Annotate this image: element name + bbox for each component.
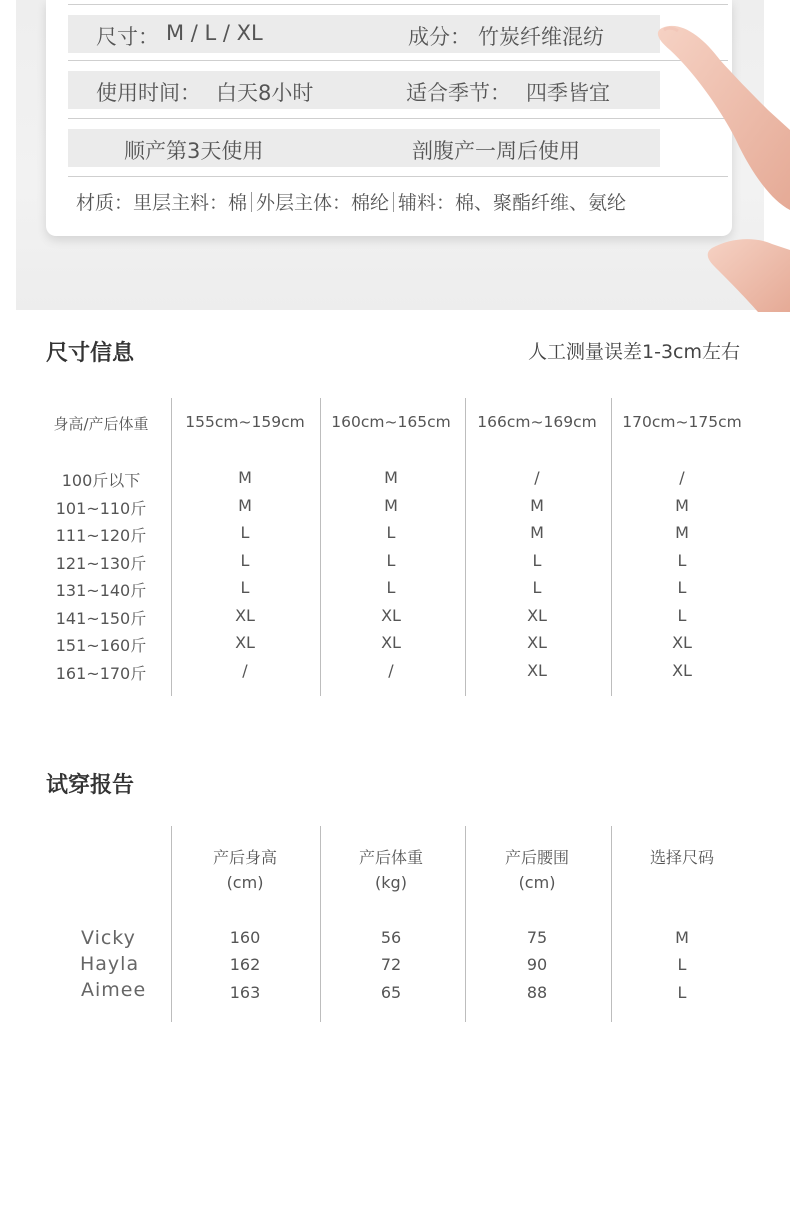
size-info-title: 尺寸信息 (46, 341, 135, 366)
weight-range-label: 141~150斤 (55, 608, 147, 628)
tester-name: Aimee (81, 979, 147, 1001)
weight-range-label: 161~170斤 (55, 663, 147, 683)
size-label: 尺寸： (96, 25, 159, 49)
material-value: 竹炭纤维混纺 (478, 25, 604, 49)
trial-column-unit: (cm) (518, 873, 556, 892)
size-cell: XL (672, 660, 692, 680)
size-cell: L (240, 578, 250, 597)
size-cell: M (530, 523, 544, 542)
trial-value-cell: 90 (526, 955, 548, 974)
size-cell: XL (527, 633, 547, 652)
size-cell: L (677, 578, 687, 597)
season-value: 四季皆宜 (526, 81, 610, 105)
tester-name: Hayla (80, 953, 140, 975)
trial-value-cell: 160 (229, 928, 261, 947)
trial-value-cell: 72 (380, 955, 402, 974)
divider (68, 118, 728, 119)
size-cell: L (677, 550, 687, 570)
size-cell: XL (235, 605, 255, 625)
size-cell: M (530, 495, 544, 515)
weight-range-label: 121~130斤 (55, 553, 147, 573)
size-cell: M (238, 495, 252, 515)
divider (68, 4, 728, 5)
trial-value-cell: 163 (229, 983, 261, 1002)
size-cell: XL (381, 633, 401, 652)
tester-name: Vicky (81, 927, 136, 949)
size-cell: XL (672, 633, 692, 652)
size-cell: XL (527, 605, 547, 625)
size-cell: / (679, 468, 685, 487)
weight-range-label: 101~110斤 (55, 498, 147, 518)
column-divider (465, 826, 466, 1022)
trial-column-header: 产后腰围 (504, 848, 569, 867)
size-cell: L (386, 550, 396, 570)
weight-range-label: 100斤以下 (61, 471, 141, 490)
trial-column-header: 产后身高 (212, 848, 277, 867)
trial-value-cell: 65 (380, 983, 402, 1002)
size-cell: L (240, 523, 250, 542)
trial-report-title: 试穿报告 (46, 773, 135, 798)
season-label: 适合季节： (406, 81, 511, 105)
size-cell: M (238, 468, 252, 487)
trial-value-cell: 75 (526, 928, 548, 947)
size-cell: L (386, 578, 396, 597)
size-cell: / (534, 468, 540, 487)
column-divider (171, 398, 172, 696)
trial-column-header: 选择尺码 (649, 848, 714, 867)
size-cell: L (532, 550, 542, 570)
height-column-header: 160cm~165cm (331, 413, 451, 431)
size-cell: M (675, 495, 689, 515)
duration-label: 使用时间： (96, 81, 201, 105)
size-cell: L (532, 578, 542, 597)
divider (68, 176, 728, 177)
size-cell: XL (235, 633, 255, 652)
trial-value-cell: L (677, 955, 687, 974)
trial-value-cell: M (675, 928, 689, 947)
size-cell: / (388, 660, 394, 680)
separator (393, 192, 394, 212)
weight-range-label: 111~120斤 (55, 526, 147, 545)
hand-illustration (650, 0, 790, 312)
trial-value-cell: 162 (229, 955, 261, 974)
column-divider (465, 398, 466, 696)
size-cell: L (677, 605, 687, 625)
spec-card (46, 0, 732, 236)
fabric-composition (76, 188, 626, 215)
weight-range-label: 151~160斤 (55, 636, 147, 655)
trial-column-unit: (cm) (226, 873, 264, 892)
trial-value-cell: 56 (380, 928, 402, 947)
fabric-inner: 材质：里层主料：棉 (76, 192, 248, 214)
size-cell: M (675, 523, 689, 542)
size-cell: L (386, 523, 396, 542)
size-cell: L (240, 550, 250, 570)
trial-column-header: 产后体重 (358, 848, 423, 867)
height-column-header: 170cm~175cm (622, 413, 742, 431)
size-table-corner-header: 身高/产后体重 (53, 415, 149, 433)
trial-value-cell: L (677, 983, 687, 1002)
material-label: 成分： (408, 25, 471, 49)
divider (68, 60, 728, 61)
size-cell: XL (381, 605, 401, 625)
column-divider (171, 826, 172, 1022)
size-cell: XL (527, 660, 547, 680)
size-cell: / (242, 660, 248, 680)
size-values: M / L / XL (166, 21, 263, 45)
fabric-auxiliary: 辅料：棉、聚酯纤维、氨纶 (398, 192, 627, 214)
fabric-outer: 外层主体：棉纶 (256, 192, 390, 214)
duration-value: 白天8小时 (216, 81, 314, 105)
natural-birth-usage: 顺产第3天使用 (124, 139, 264, 163)
trial-value-cell: 88 (526, 983, 548, 1002)
height-column-header: 155cm~159cm (185, 413, 305, 431)
separator (251, 192, 252, 212)
size-cell: M (384, 495, 398, 515)
size-cell: M (384, 468, 398, 487)
c-section-usage: 剖腹产一周后使用 (412, 139, 580, 163)
height-column-header: 166cm~169cm (477, 413, 597, 431)
weight-range-label: 131~140斤 (55, 581, 147, 600)
measurement-note: 人工测量误差1-3cm左右 (528, 341, 740, 363)
trial-column-unit: (kg) (375, 873, 407, 892)
